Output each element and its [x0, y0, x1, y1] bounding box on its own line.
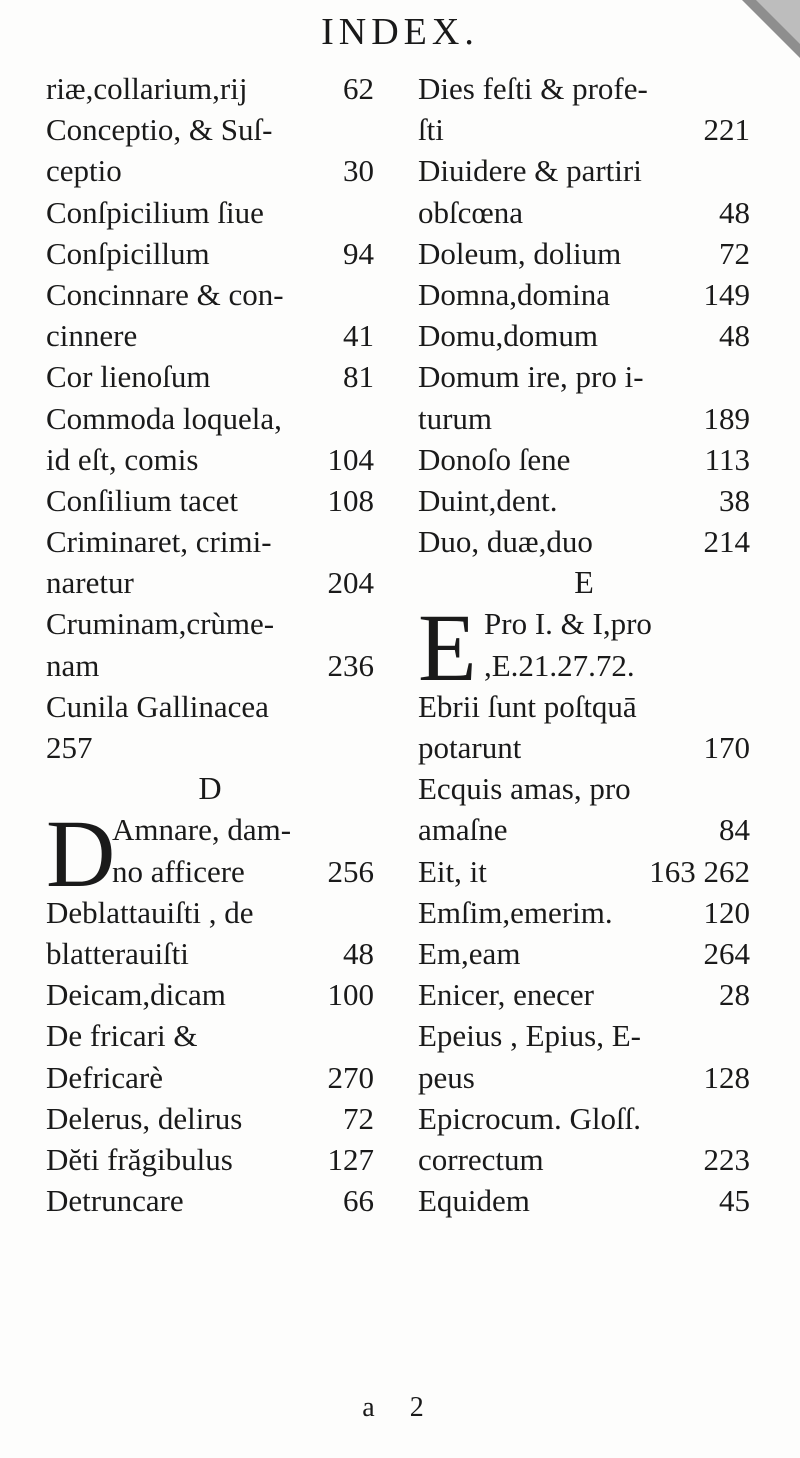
entry-term: 257 — [46, 730, 93, 765]
entry-page-number: 84 — [719, 812, 750, 848]
entry-page-number: 214 — [703, 524, 750, 560]
index-entry — [46, 1139, 374, 1180]
entry-term: Pro I. & I,pro — [484, 606, 652, 642]
entry-page-number: 48 — [719, 318, 750, 354]
drop-cap-e: E — [418, 594, 477, 702]
entry-term: Equidem — [418, 1183, 530, 1219]
entry-term: Cor lienoſum — [46, 359, 211, 395]
drop-cap-lines — [484, 603, 750, 685]
entry-page-number: 221 — [703, 112, 750, 148]
entry-term: blatterauiſti — [46, 935, 189, 971]
index-entry — [418, 315, 750, 356]
entry-term: Concinnare & con- — [46, 276, 284, 312]
index-entry — [418, 150, 750, 191]
index-entry — [418, 974, 750, 1015]
drop-cap-lines — [112, 809, 374, 891]
entry-term: Amnare, dam- — [112, 812, 292, 848]
entry-term: potarunt — [418, 730, 522, 766]
index-entry — [418, 933, 750, 974]
entry-page-number: 236 — [327, 647, 374, 683]
entry-term: Donoſo ſene — [418, 441, 571, 477]
index-entry — [46, 974, 374, 1015]
left-entries-d — [46, 892, 374, 1222]
entry-term: naretur — [46, 565, 134, 601]
entry-term: Detruncare — [46, 1183, 184, 1219]
entry-page-number: 72 — [719, 235, 750, 271]
entry-term: Dies feſti & profe- — [418, 71, 648, 106]
entry-term: Dĕti frăgibulus — [46, 1141, 233, 1177]
entry-term: riæ,collarium,rij — [46, 71, 248, 106]
entry-term: Ebrii ſunt poſtquā — [418, 688, 637, 724]
page-header: INDEX. — [321, 11, 479, 53]
entry-term: ,E.21.27.72. — [484, 647, 635, 683]
entry-page-number: 41 — [343, 318, 374, 354]
entry-page-number: 128 — [703, 1059, 750, 1095]
entry-page-number: 270 — [327, 1059, 374, 1095]
entry-page-number: 104 — [327, 441, 374, 477]
entry-page-number: 48 — [343, 935, 374, 971]
right-column — [418, 68, 750, 1221]
entry-page-number: 66 — [343, 1183, 374, 1219]
index-entry — [418, 892, 750, 933]
entry-page-number: 48 — [719, 194, 750, 230]
entry-page-number: 28 — [719, 977, 750, 1013]
entry-term: Conſilium tacet — [46, 482, 238, 518]
entry-term: Criminaret, crimi- — [46, 524, 272, 560]
index-entry — [418, 274, 750, 315]
entry-term: amaſne — [418, 812, 508, 848]
index-entry — [418, 109, 750, 150]
entry-page-number: 108 — [327, 482, 374, 518]
entry-term: Conceptio, & Suſ- — [46, 112, 273, 148]
index-entry — [46, 562, 374, 603]
index-entry — [46, 1057, 374, 1098]
index-entry — [46, 521, 374, 562]
index-entry — [418, 686, 750, 727]
entry-term: ceptio — [46, 153, 122, 189]
entry-page-number: 113 — [704, 441, 750, 477]
index-entry — [418, 851, 750, 892]
left-column — [46, 68, 374, 1221]
index-entry — [46, 68, 374, 109]
entry-term: Commoda loquela, — [46, 400, 282, 436]
drop-cap-d: D — [46, 800, 116, 908]
entry-term: nam — [46, 647, 100, 683]
index-entry — [418, 398, 750, 439]
entry-page-number: 38 — [719, 482, 750, 518]
entry-term: Diuidere & partiri — [418, 153, 642, 189]
entry-term: De fricari & — [46, 1018, 198, 1054]
entry-term: Enicer, enecer — [418, 977, 595, 1013]
entry-term: Duint,dent. — [418, 482, 558, 518]
index-entry — [46, 1098, 374, 1139]
index-entry — [46, 603, 374, 644]
index-entry — [46, 480, 374, 521]
entry-term: Deblattauiſti , de — [46, 894, 254, 930]
entry-page-number: 72 — [343, 1100, 374, 1136]
index-entry — [418, 356, 750, 397]
entry-term: Conſpicillum — [46, 235, 210, 271]
right-entries-e — [418, 686, 750, 1221]
entry-page-number: 127 — [327, 1141, 374, 1177]
entry-term: Domu,domum — [418, 318, 598, 354]
left-entries-c — [46, 68, 374, 768]
entry-term: Em,eam — [418, 935, 521, 971]
entry-page-number: 264 — [703, 935, 750, 971]
index-entry — [418, 439, 750, 480]
section-heading-d: D — [198, 770, 222, 807]
index-entry — [46, 274, 374, 315]
entry-term: correctum — [418, 1141, 544, 1177]
entry-term: id eſt, comis — [46, 441, 199, 477]
entry-term: Conſpicilium ſiue — [46, 194, 264, 230]
index-entry — [46, 192, 374, 233]
entry-page-number: 120 — [703, 894, 750, 930]
index-entry — [484, 645, 750, 686]
index-entry — [46, 109, 374, 150]
entry-page-number: 256 — [327, 853, 374, 889]
index-entry — [46, 686, 374, 727]
entry-term: Duo, duæ,duo — [418, 524, 593, 560]
entry-term: Ecquis amas, pro — [418, 771, 631, 807]
index-entry — [418, 768, 750, 809]
index-entry — [484, 603, 750, 644]
entry-term: Epeius , Epius, E- — [418, 1018, 641, 1054]
index-entry — [46, 356, 374, 397]
index-entry — [418, 1098, 750, 1139]
entry-term: Domna,domina — [418, 276, 610, 312]
entry-page-number: 62 — [343, 71, 374, 106]
index-entry — [418, 521, 750, 562]
index-entry — [46, 933, 374, 974]
drop-cap-entry-d — [46, 800, 374, 908]
index-entry — [418, 1180, 750, 1221]
entry-term: ſti — [418, 112, 444, 148]
entry-page-number: 100 — [327, 977, 374, 1013]
index-entry — [418, 68, 750, 109]
index-entry — [418, 233, 750, 274]
entry-page-number: 30 — [343, 153, 374, 189]
index-entry — [46, 727, 374, 768]
entry-page-number: 45 — [719, 1183, 750, 1219]
index-entry — [46, 150, 374, 191]
index-entry — [46, 892, 374, 933]
entry-page-number: 149 — [703, 276, 750, 312]
entry-term: Defricarè — [46, 1059, 164, 1095]
entry-term: turum — [418, 400, 493, 436]
entry-page-number: 204 — [327, 565, 374, 601]
entry-term: cinnere — [46, 318, 138, 354]
index-entry — [46, 439, 374, 480]
entry-term: Doleum, dolium — [418, 235, 622, 271]
index-entry — [418, 809, 750, 850]
index-entry — [46, 1015, 374, 1056]
entry-term: Cruminam,crùme- — [46, 606, 275, 642]
signature-mark: a 2 — [362, 1392, 438, 1423]
entry-term: Domum ire, pro i- — [418, 359, 644, 395]
index-entry — [46, 398, 374, 439]
entry-term: Cunila Gallinacea — [46, 688, 269, 724]
index-entry — [112, 851, 374, 892]
entry-term: Deicam,dicam — [46, 977, 226, 1013]
entry-term: no afficere — [112, 853, 245, 889]
entry-page-number: 163 262 — [649, 853, 750, 889]
index-entry — [418, 1139, 750, 1180]
section-heading-e: E — [574, 564, 594, 601]
entry-page-number: 189 — [703, 400, 750, 436]
drop-cap-entry-e — [418, 594, 750, 702]
entry-term: Epicrocum. Gloſſ. — [418, 1100, 641, 1136]
entry-term: Emſim,emerim. — [418, 894, 613, 930]
index-entry — [46, 315, 374, 356]
entry-term: Delerus, delirus — [46, 1100, 243, 1136]
entry-page-number: 170 — [703, 730, 750, 766]
entry-page-number: 94 — [343, 235, 374, 271]
entry-term: Eit, it — [418, 853, 487, 889]
index-entry — [46, 1180, 374, 1221]
entry-term: obſcœna — [418, 194, 524, 230]
index-entry — [46, 233, 374, 274]
index-entry — [418, 1015, 750, 1056]
index-entry — [46, 645, 374, 686]
index-entry — [418, 480, 750, 521]
index-entry — [418, 192, 750, 233]
entry-page-number: 223 — [703, 1141, 750, 1177]
index-entry — [418, 1057, 750, 1098]
right-entries-d — [418, 68, 750, 562]
index-entry — [112, 809, 374, 850]
entry-term: peus — [418, 1059, 475, 1095]
entry-page-number: 81 — [343, 359, 374, 395]
index-entry — [418, 727, 750, 768]
